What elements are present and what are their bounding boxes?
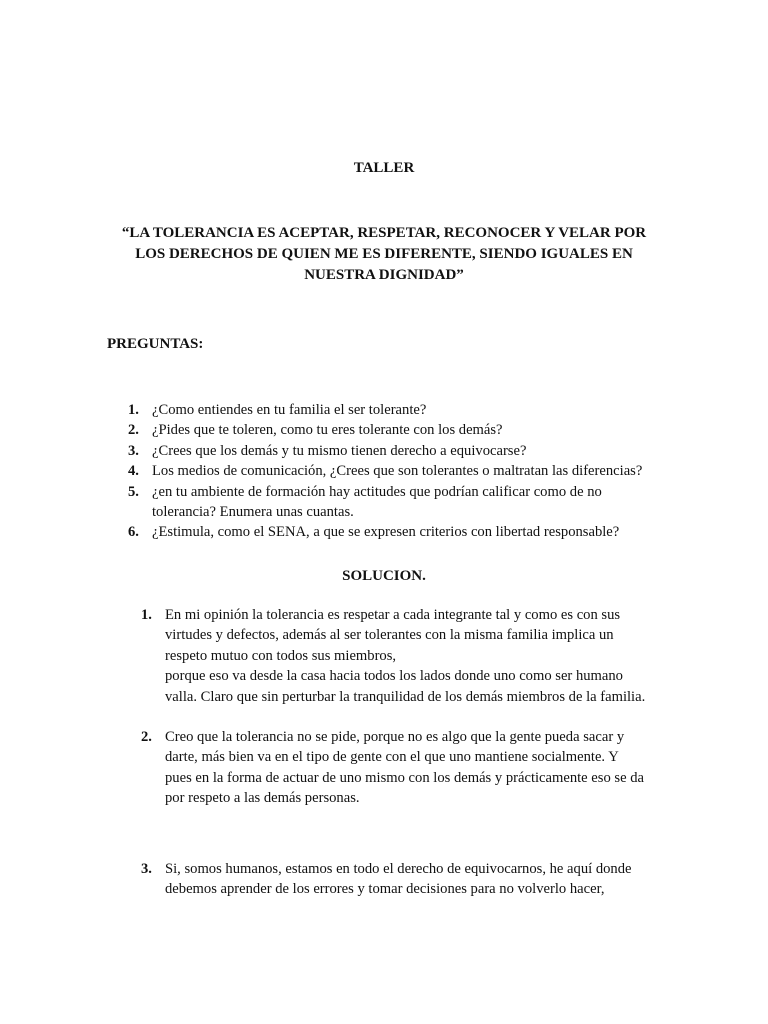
- question-number: 1.: [128, 402, 139, 418]
- solution-text: En mi opinión la tolerancia es respetar a cada integrante tal y como es con sus: [165, 607, 621, 623]
- question-item: [107, 400, 687, 420]
- solution-text: darte, más bien va en el tipo de gente con el que uno mantiene socialmente. Y: [165, 749, 619, 766]
- quote-line: NUESTRA DIGNIDAD”: [304, 267, 464, 283]
- solution-number: 2.: [141, 729, 152, 746]
- solution-text: debemos aprender de los errores y tomar decisiones para no volverlo hacer,: [165, 881, 605, 898]
- solution-text: Si, somos humanos, estamos en todo el derecho de equivocarnos, he aquí donde: [165, 860, 632, 877]
- quote-line: “LA TOLERANCIA ES ACEPTAR, RESPETAR, RECONOCER Y VELAR POR: [121, 225, 647, 241]
- questions-list: [107, 400, 687, 543]
- question-item: [107, 522, 687, 542]
- question-item: [107, 461, 687, 481]
- question-text: ¿Pides que te toleren, como tu eres tolerante con los demás?: [152, 422, 503, 439]
- question-text: tolerancia? Enumera unas cuantas.: [152, 504, 354, 521]
- question-item: [107, 441, 687, 461]
- solution-text: por respeto a las demás personas.: [165, 790, 360, 807]
- solution-text: respeto mutuo con todos sus miembros,: [165, 647, 397, 664]
- question-item: [107, 482, 687, 523]
- solution-text: pues en la forma de actuar de uno mismo con los demás y prácticamente eso se da: [165, 769, 644, 786]
- question-item: [107, 420, 687, 440]
- solution-text: porque eso va desde la casa hacia todos los lados donde uno como ser humano: [165, 668, 623, 685]
- solution-text: valla. Claro que sin perturbar la tranquilidad de los demás miembros de la familia.: [165, 688, 646, 705]
- question-number: 3.: [128, 442, 139, 459]
- solution-item: [140, 605, 680, 707]
- question-text: ¿Crees que los demás y tu mismo tienen derecho a equivocarse?: [152, 442, 527, 459]
- solution-text: Creo que la tolerancia no se pide, porque no es algo que la gente pueda sacar y: [165, 729, 625, 746]
- solution-number: 3.: [141, 860, 152, 877]
- tolerance-quote: [90, 223, 678, 286]
- solution-number: 1.: [141, 607, 152, 623]
- document-title: TALLER: [353, 160, 415, 176]
- question-number: 4.: [128, 463, 139, 480]
- question-text: ¿en tu ambiente de formación hay actitudes que podrían calificar como de no: [152, 483, 602, 500]
- solution-item: [140, 727, 680, 809]
- question-text: Los medios de comunicación, ¿Crees que son tolerantes o maltratan las diferencias?: [152, 463, 643, 480]
- question-text: ¿Como entiendes en tu familia el ser tolerante?: [152, 402, 427, 418]
- quote-line: LOS DERECHOS DE QUIEN ME ES DIFERENTE, SIENDO IGUALES EN: [135, 246, 633, 262]
- question-number: 6.: [128, 524, 139, 541]
- preguntas-heading: PREGUNTAS:: [107, 336, 204, 352]
- solucion-heading: SOLUCION.: [342, 568, 426, 584]
- question-number: 5.: [128, 483, 139, 500]
- solution-item: [140, 859, 680, 900]
- question-number: 2.: [128, 422, 139, 439]
- question-text: ¿Estimula, como el SENA, a que se expresen criterios con libertad responsable?: [152, 524, 620, 541]
- solutions-list: [140, 605, 680, 899]
- solution-text: virtudes y defectos, además al ser tolerantes con la misma familia implica un: [165, 627, 614, 644]
